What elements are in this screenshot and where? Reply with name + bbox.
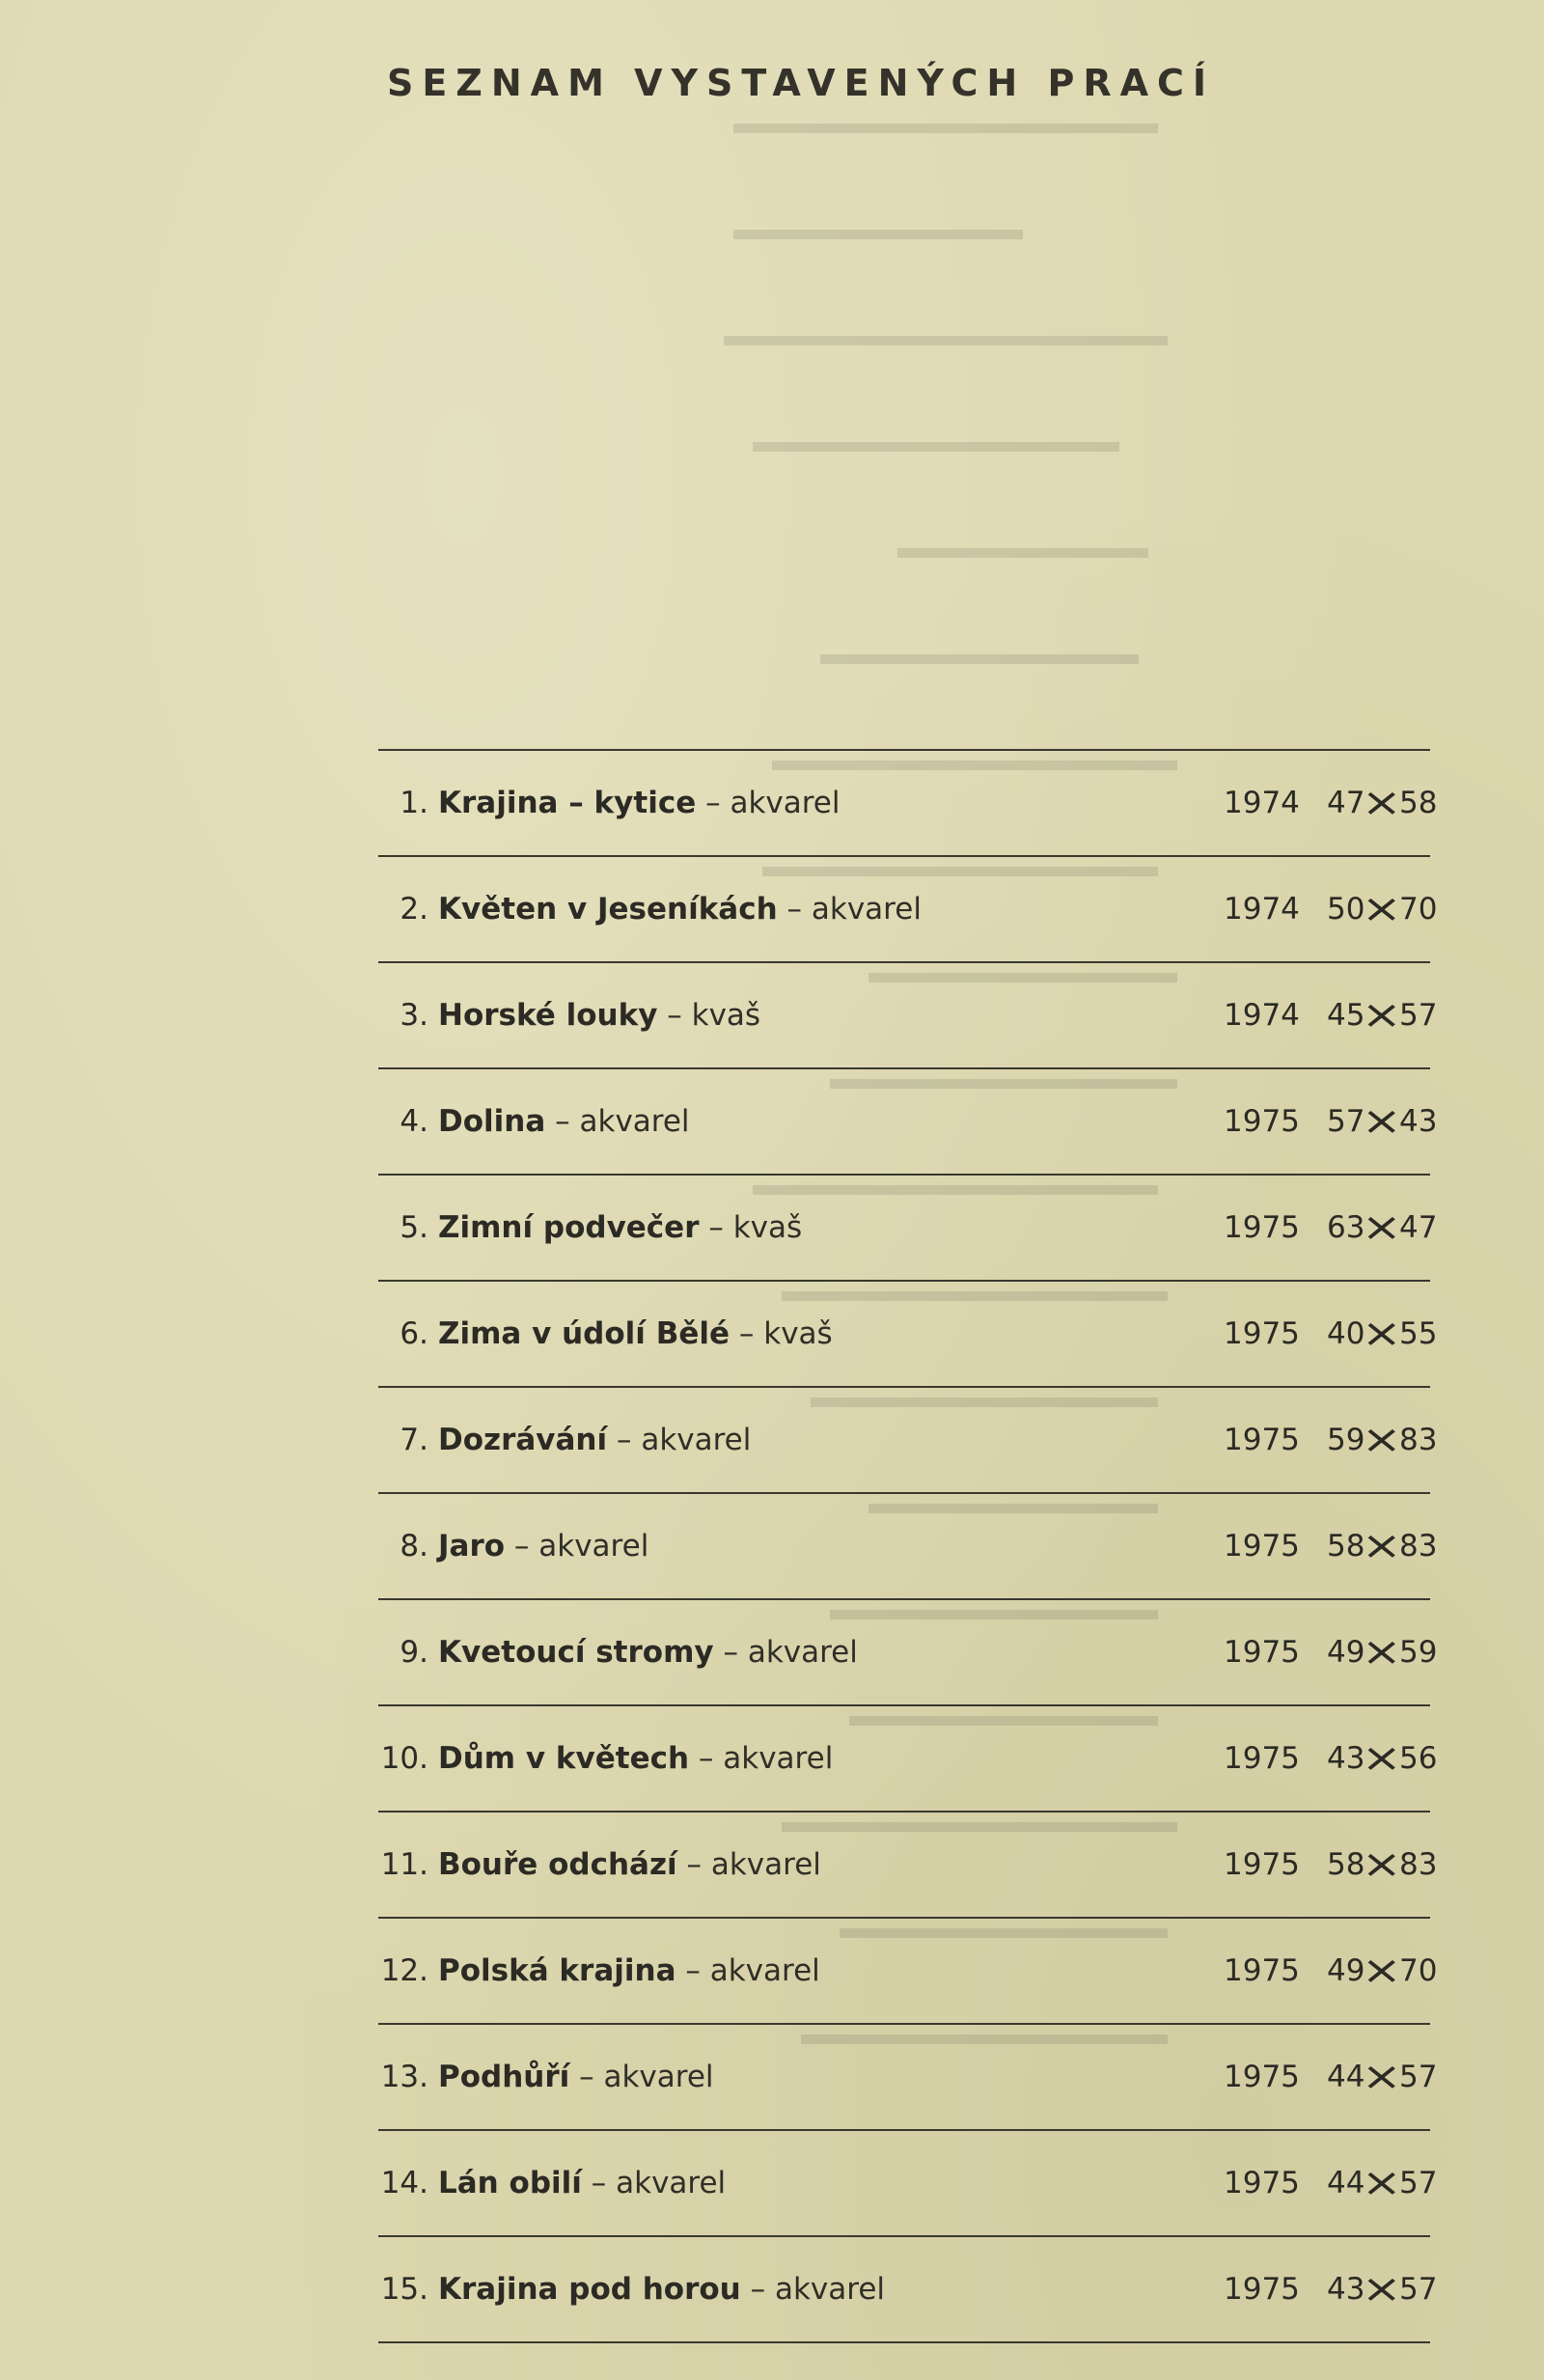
artwork-rows [378, 751, 1438, 2343]
artwork-year: 1975 [1224, 1104, 1300, 1139]
artwork-entry [438, 998, 760, 1033]
artwork-title: Květen v Jeseníkách [438, 892, 778, 927]
artwork-title: Dům v květech [438, 1741, 690, 1776]
times-sign: × [1362, 1736, 1403, 1781]
artwork-technique: akvarel [616, 2166, 727, 2200]
artwork-dimensions [1327, 2267, 1438, 2311]
table-row [378, 751, 1438, 857]
artwork-technique: kvaš [691, 998, 761, 1033]
artwork-dimensions [1327, 1205, 1438, 1250]
row-number: 3. [400, 998, 428, 1033]
artwork-technique: akvarel [774, 2272, 886, 2307]
table-row [378, 1706, 1438, 1813]
times-sign: × [1362, 993, 1403, 1038]
table-row [378, 1494, 1438, 1600]
artwork-year: 1975 [1224, 1423, 1300, 1457]
artwork-entry [438, 1210, 802, 1245]
separator-dash: – [581, 2166, 617, 2200]
artwork-technique: akvarel [811, 892, 922, 927]
times-sign: × [1362, 781, 1403, 825]
table-row [378, 1813, 1438, 1919]
artwork-title: Krajina – kytice [438, 786, 697, 820]
separator-dash: – [777, 892, 812, 927]
row-number: 9. [400, 1635, 428, 1670]
separator-dash: – [713, 1635, 748, 1670]
artwork-dimensions [1327, 1099, 1438, 1144]
artwork-year: 1975 [1224, 1741, 1300, 1776]
separator-dash: – [607, 1423, 642, 1457]
times-sign: × [1362, 2161, 1403, 2205]
table-row [378, 2237, 1438, 2343]
artwork-year: 1974 [1224, 998, 1300, 1033]
separator-dash: – [545, 1104, 580, 1139]
artwork-dimensions [1327, 993, 1438, 1038]
times-sign: × [1362, 1524, 1403, 1568]
dimension-height: 70 [1398, 1953, 1438, 1988]
separator-dash: – [699, 1210, 733, 1245]
artwork-technique: akvarel [709, 1953, 820, 1988]
artwork-dimensions [1327, 1949, 1438, 1993]
page-title: SEZNAM VYSTAVENÝCH PRACÍ [386, 62, 1216, 104]
separator-dash: – [676, 1847, 711, 1882]
times-sign: × [1362, 2055, 1403, 2099]
artwork-technique: akvarel [723, 1741, 834, 1776]
artwork-entry [438, 1423, 751, 1457]
artwork-entry [438, 2166, 726, 2200]
row-number: 11. [380, 1847, 428, 1882]
artwork-entry [438, 2272, 885, 2307]
dimension-width: 63 [1327, 1210, 1365, 1245]
times-sign: × [1362, 1205, 1403, 1250]
artwork-title: Podhůří [438, 2060, 570, 2094]
separator-dash: – [676, 1953, 710, 1988]
artwork-title: Bouře odchází [438, 1847, 677, 1882]
dimension-width: 45 [1327, 998, 1365, 1033]
artwork-entry [438, 1529, 648, 1564]
separator-dash: – [740, 2272, 775, 2307]
row-number: 5. [400, 1210, 428, 1245]
dimension-width: 57 [1327, 1104, 1365, 1139]
dimension-width: 43 [1327, 1741, 1365, 1776]
artwork-title: Dolina [438, 1104, 546, 1139]
row-number: 7. [400, 1423, 428, 1457]
artwork-dimensions [1327, 1630, 1438, 1674]
artwork-year: 1975 [1224, 2060, 1300, 2094]
times-sign: × [1362, 1418, 1403, 1462]
dimension-height: 55 [1398, 1316, 1438, 1351]
table-row [378, 1176, 1438, 1282]
dimension-width: 59 [1327, 1423, 1365, 1457]
table-row [378, 1919, 1438, 2025]
dimension-width: 50 [1327, 892, 1365, 927]
dimension-height: 57 [1398, 2166, 1438, 2200]
dimension-height: 83 [1398, 1529, 1438, 1564]
separator-dash: – [657, 998, 692, 1033]
artwork-dimensions [1327, 887, 1438, 931]
artwork-dimensions [1327, 2055, 1438, 2099]
artwork-entry [438, 1635, 858, 1670]
dimension-height: 59 [1398, 1635, 1438, 1670]
row-number: 12. [380, 1953, 428, 1988]
table-row [378, 963, 1438, 1069]
row-number: 6. [400, 1316, 428, 1351]
dimension-width: 40 [1327, 1316, 1365, 1351]
times-sign: × [1362, 1099, 1403, 1144]
artwork-title: Polská krajina [438, 1953, 676, 1988]
times-sign: × [1362, 1949, 1403, 1993]
dimension-width: 44 [1327, 2060, 1365, 2094]
artwork-dimensions [1327, 1312, 1438, 1356]
artwork-entry [438, 786, 841, 820]
row-number: 14. [380, 2166, 428, 2200]
artwork-list [378, 749, 1438, 2343]
dimension-width: 49 [1327, 1953, 1365, 1988]
dimension-height: 83 [1398, 1423, 1438, 1457]
dimension-height: 57 [1398, 2060, 1438, 2094]
artwork-title: Zima v údolí Bělé [438, 1316, 731, 1351]
artwork-technique: akvarel [730, 786, 841, 820]
artwork-year: 1975 [1224, 1847, 1300, 1882]
artwork-entry [438, 1104, 690, 1139]
artwork-entry [438, 892, 922, 927]
dimension-height: 70 [1398, 892, 1438, 927]
artwork-technique: akvarel [710, 1847, 821, 1882]
artwork-year: 1975 [1224, 1529, 1300, 1564]
row-number: 4. [400, 1104, 428, 1139]
artwork-year: 1975 [1224, 1953, 1300, 1988]
artwork-technique: akvarel [747, 1635, 858, 1670]
separator-dash: – [689, 1741, 724, 1776]
table-row [378, 2025, 1438, 2131]
artwork-title: Lán obilí [438, 2166, 582, 2200]
artwork-entry [438, 1847, 821, 1882]
artwork-year: 1975 [1224, 2166, 1300, 2200]
artwork-technique: kvaš [732, 1210, 803, 1245]
artwork-dimensions [1327, 1842, 1438, 1887]
artwork-title: Kvetoucí stromy [438, 1635, 714, 1670]
artwork-dimensions [1327, 1736, 1438, 1781]
artwork-dimensions [1327, 2161, 1438, 2205]
artwork-title: Dozrávání [438, 1423, 608, 1457]
row-number: 1. [400, 786, 428, 820]
separator-dash: – [730, 1316, 764, 1351]
separator-dash: – [696, 786, 731, 820]
artwork-year: 1975 [1224, 1635, 1300, 1670]
dimension-height: 83 [1398, 1847, 1438, 1882]
artwork-entry [438, 2060, 714, 2094]
artwork-year: 1975 [1224, 1316, 1300, 1351]
row-number: 10. [380, 1741, 428, 1776]
artwork-title: Horské louky [438, 998, 658, 1033]
dimension-height: 57 [1398, 998, 1438, 1033]
dimension-height: 47 [1398, 1210, 1438, 1245]
dimension-height: 43 [1398, 1104, 1438, 1139]
artwork-title: Zimní podvečer [438, 1210, 700, 1245]
artwork-year: 1974 [1224, 786, 1300, 820]
artwork-title: Krajina pod horou [438, 2272, 741, 2307]
artwork-year: 1975 [1224, 2272, 1300, 2307]
artwork-technique: akvarel [641, 1423, 752, 1457]
table-row [378, 857, 1438, 963]
dimension-width: 44 [1327, 2166, 1365, 2200]
artwork-technique: akvarel [603, 2060, 714, 2094]
times-sign: × [1362, 887, 1403, 931]
artwork-dimensions [1327, 1524, 1438, 1568]
separator-dash: – [505, 1529, 539, 1564]
table-row [378, 1069, 1438, 1176]
artwork-entry [438, 1316, 833, 1351]
artwork-entry [438, 1741, 833, 1776]
table-row [378, 1388, 1438, 1494]
artwork-technique: kvaš [763, 1316, 833, 1351]
row-number: 15. [380, 2272, 428, 2307]
artwork-dimensions [1327, 781, 1438, 825]
dimension-width: 58 [1327, 1847, 1365, 1882]
artwork-technique: akvarel [538, 1529, 649, 1564]
separator-dash: – [569, 2060, 604, 2094]
dimension-width: 43 [1327, 2272, 1365, 2307]
times-sign: × [1362, 1312, 1403, 1356]
table-row [378, 1600, 1438, 1706]
times-sign: × [1362, 1630, 1403, 1674]
artwork-year: 1975 [1224, 1210, 1300, 1245]
artwork-title: Jaro [438, 1529, 506, 1564]
row-number: 8. [400, 1529, 428, 1564]
table-row [378, 2131, 1438, 2237]
artwork-entry [438, 1953, 820, 1988]
dimension-width: 58 [1327, 1529, 1365, 1564]
dimension-height: 56 [1398, 1741, 1438, 1776]
row-number: 13. [380, 2060, 428, 2094]
times-sign: × [1362, 1842, 1403, 1887]
dimension-height: 58 [1398, 786, 1438, 820]
times-sign: × [1362, 2267, 1403, 2311]
dimension-width: 49 [1327, 1635, 1365, 1670]
artwork-year: 1974 [1224, 892, 1300, 927]
dimension-height: 57 [1398, 2272, 1438, 2307]
artwork-dimensions [1327, 1418, 1438, 1462]
table-row [378, 1282, 1438, 1388]
artwork-technique: akvarel [579, 1104, 690, 1139]
row-number: 2. [400, 892, 428, 927]
dimension-width: 47 [1327, 786, 1365, 820]
